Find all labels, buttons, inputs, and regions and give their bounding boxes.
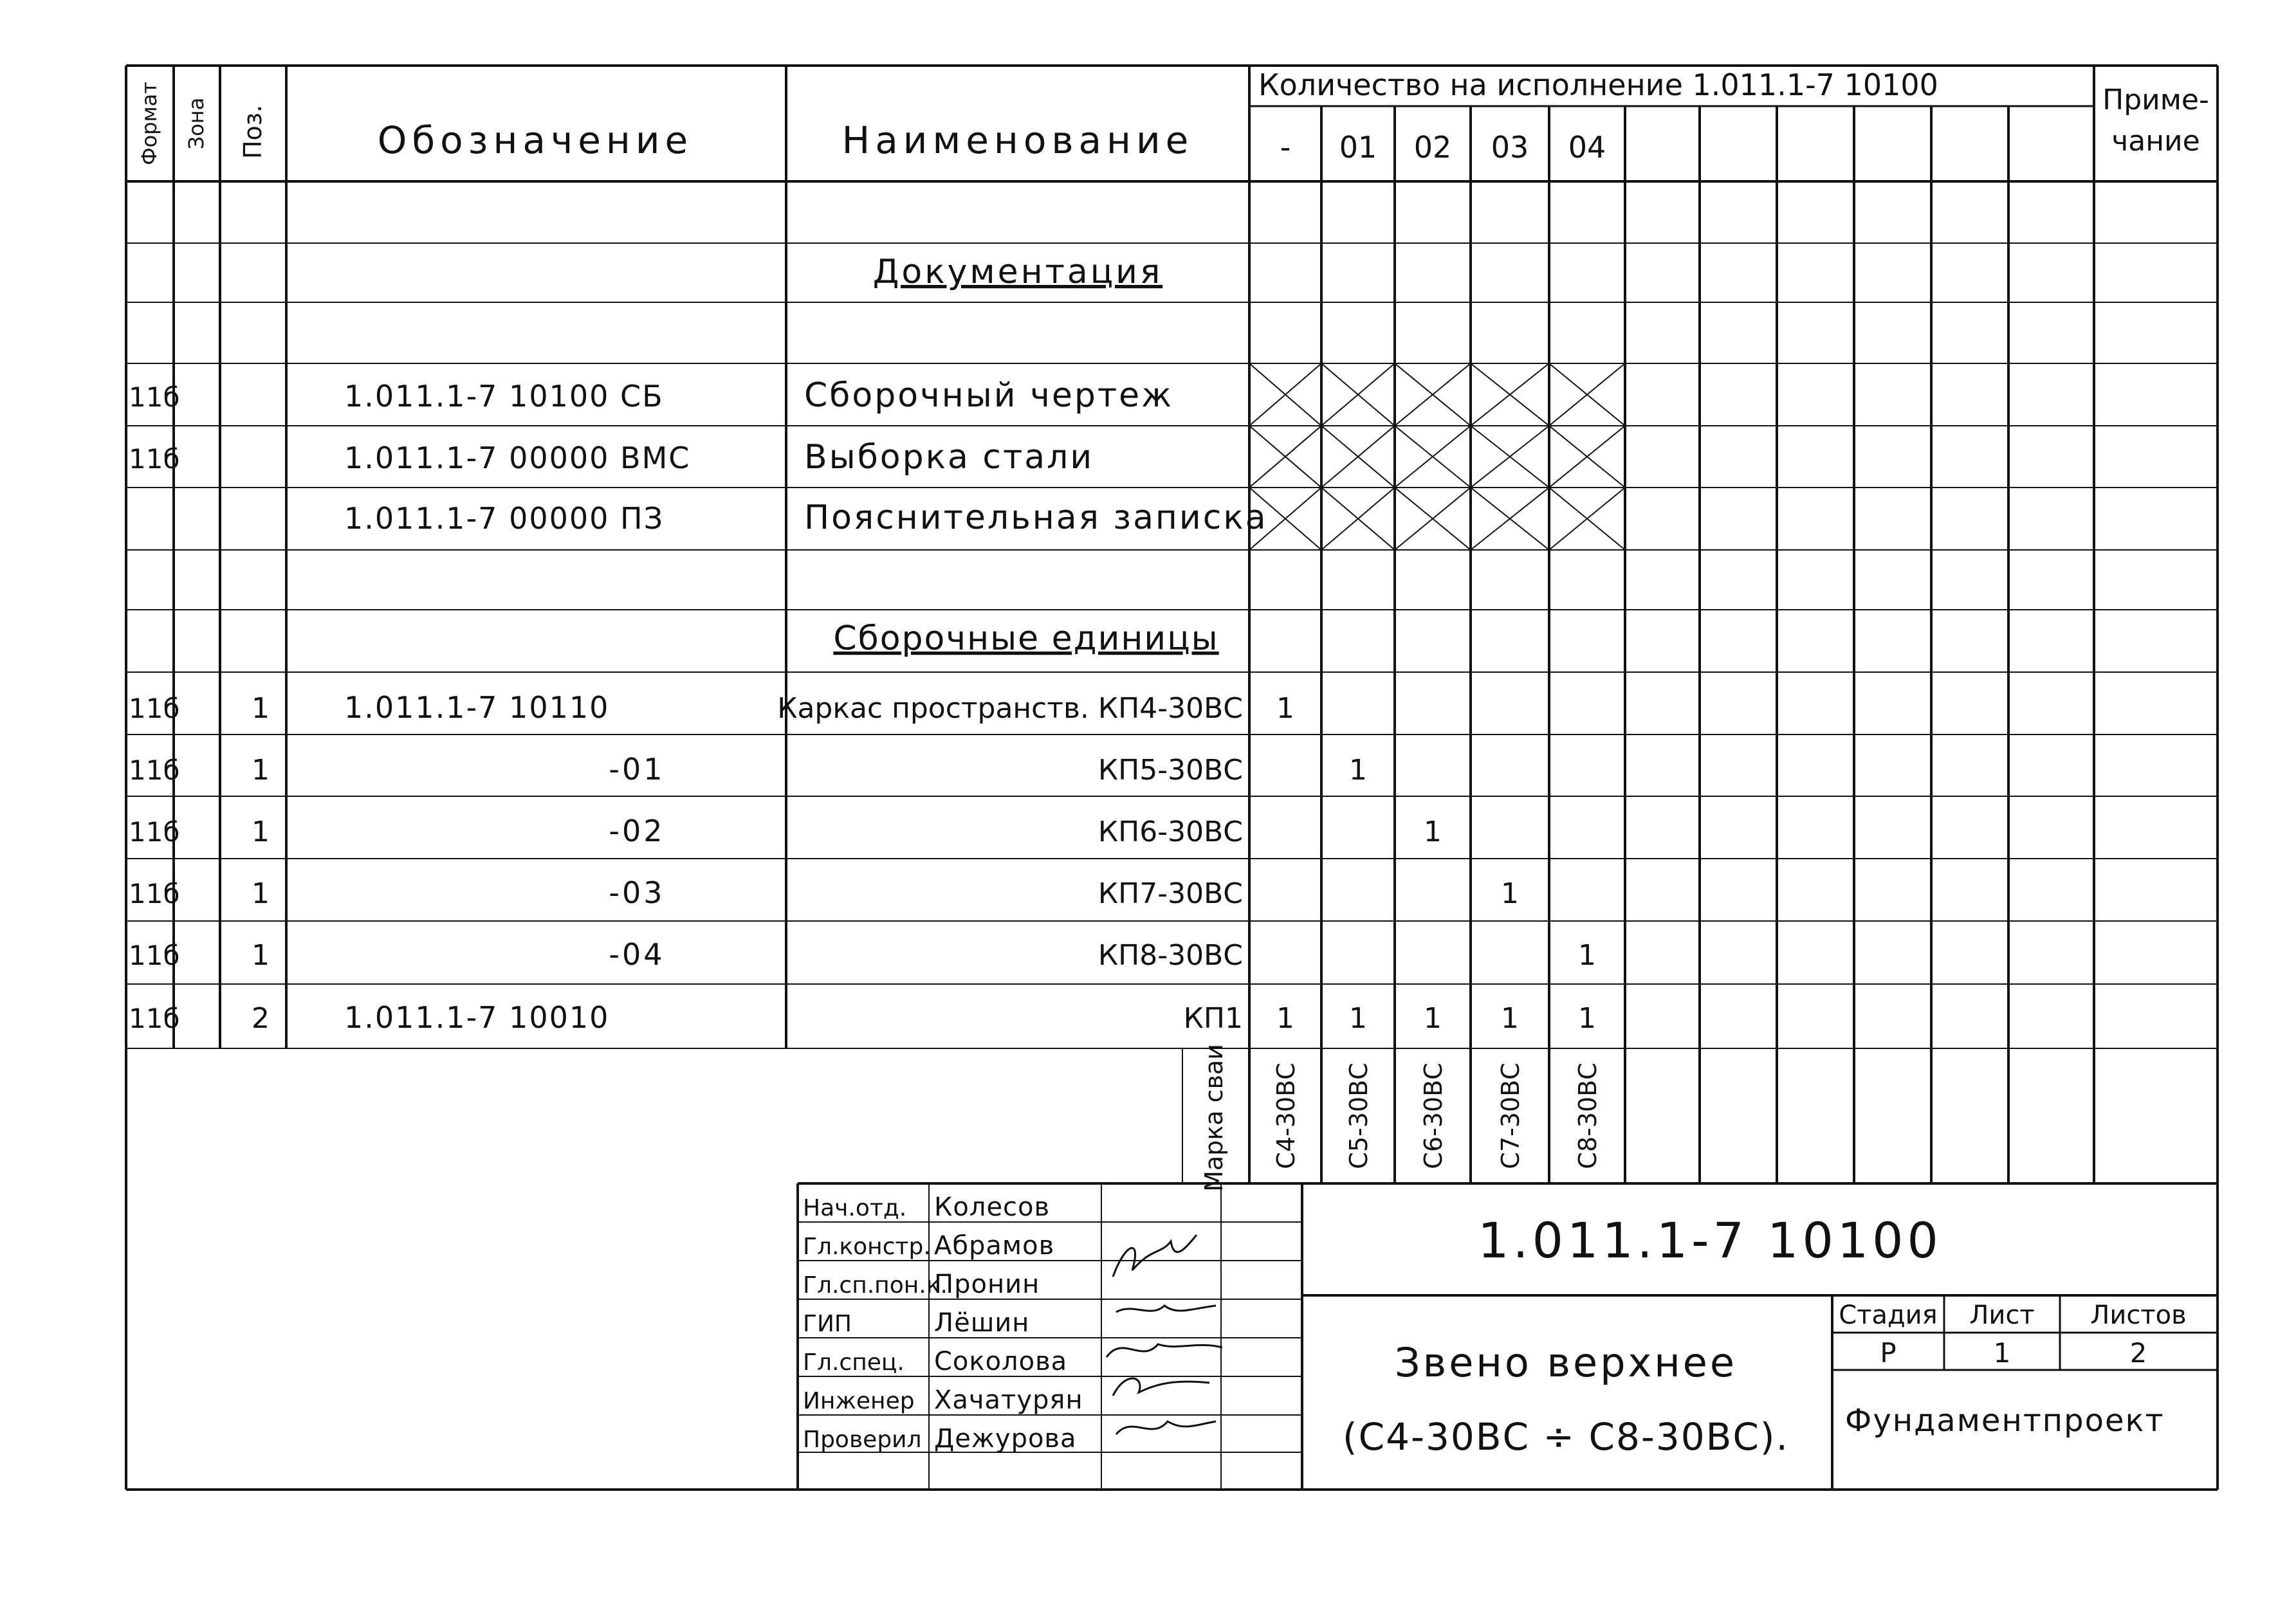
doc-row-name: Выборка стали [804, 438, 1094, 477]
signature-role: ГИП [803, 1311, 852, 1337]
assembly-row-format: 11б [129, 1003, 180, 1034]
variant-header-2: 02 [1413, 130, 1452, 165]
signature-name: Абрамов [934, 1231, 1055, 1261]
pile-mark-value: С4-30ВС [1272, 1063, 1300, 1169]
title-line-2: (С4-30ВС ÷ С8-30ВС). [1342, 1415, 1790, 1459]
sheets-value: 2 [2129, 1337, 2147, 1369]
header-pos: Поз. [239, 104, 267, 160]
assembly-row-qty: 1 [1276, 692, 1294, 725]
assembly-row-pos: 1 [252, 816, 270, 848]
header-note-1: Приме- [2102, 84, 2209, 116]
doc-row-name: Сборочный чертеж [804, 376, 1173, 415]
pile-mark-value: С5-30ВС [1345, 1063, 1373, 1169]
assembly-row-qty: 1 [1424, 1002, 1442, 1035]
assembly-row-designation: -03 [609, 875, 665, 910]
header-designation: Обозначение [377, 118, 694, 162]
signature-name: Лёшин [934, 1308, 1030, 1338]
doc-row-format: 11б [129, 443, 180, 475]
documentation-rows [129, 376, 1268, 537]
assembly-row-qty: 1 [1501, 1002, 1519, 1035]
pile-mark-value: С7-30ВС [1496, 1063, 1525, 1169]
pile-mark-value: С8-30ВС [1574, 1063, 1602, 1169]
assembly-row-format: 11б [129, 693, 180, 724]
assembly-row-designation: -02 [609, 814, 665, 848]
assembly-row-format: 11б [129, 816, 180, 848]
pile-mark-label: Марка сваи [1200, 1044, 1228, 1192]
signature-role: Проверил [803, 1427, 922, 1453]
assembly-row-pos: 2 [252, 1002, 270, 1035]
sheet-value: 1 [1993, 1337, 2011, 1369]
header-name: Наименование [841, 118, 1194, 162]
assembly-row-pos: 1 [252, 692, 270, 725]
signature-pronin [1116, 1306, 1216, 1312]
section-assemblies: Сборочные единицы [833, 619, 1219, 658]
doc-number: 1.011.1-7 10100 [1478, 1212, 1942, 1269]
section-documentation: Документация [872, 253, 1163, 291]
assembly-row-name: КП1 [1183, 1002, 1243, 1035]
organization: Фундаментпроект [1845, 1403, 2165, 1439]
assembly-row-name: КП8-30ВС [1098, 939, 1243, 972]
assembly-row-designation: 1.011.1-7 10010 [344, 1000, 610, 1035]
assembly-row-designation: 1.011.1-7 10110 [344, 690, 610, 725]
sheet-label: Лист [1969, 1300, 2035, 1330]
signature-role: Инженер [803, 1388, 915, 1414]
assembly-row-format: 11б [129, 754, 180, 786]
signature-role: Гл.сп.пон.к. [803, 1272, 948, 1299]
assembly-row-pos: 1 [252, 754, 270, 787]
variant-header-0: - [1280, 130, 1291, 165]
doc-row-designation: 1.011.1-7 10100 СБ [344, 379, 664, 414]
signature-kolesov [1113, 1235, 1197, 1277]
variant-header-4: 04 [1568, 130, 1606, 165]
header-quantity-title: Количество на исполнение 1.011.1-7 10100 [1258, 68, 1938, 102]
signature-scribbles [1107, 1235, 1222, 1434]
variant-headers [1280, 130, 1606, 165]
assembly-row-qty: 1 [1349, 1002, 1367, 1035]
variant-header-3: 03 [1491, 130, 1529, 165]
signature-role: Гл.спец. [803, 1349, 905, 1376]
title-line-1: Звено верхнее [1394, 1339, 1738, 1386]
assembly-row-format: 11б [129, 940, 180, 971]
doc-row-name: Пояснительная записка [804, 498, 1268, 537]
assembly-row-name: КП5-30ВС [1098, 754, 1243, 787]
assembly-row-name: КП6-30ВС [1098, 816, 1243, 848]
pile-mark-value: С6-30ВС [1419, 1063, 1447, 1169]
signature-khachaturyan [1116, 1421, 1216, 1434]
assembly-row-qty: 1 [1349, 754, 1367, 787]
assembly-row-qty: 1 [1424, 816, 1442, 848]
stage-label: Стадия [1839, 1300, 1938, 1330]
header-format: Формат [137, 82, 161, 165]
signature-name: Колесов [934, 1192, 1051, 1222]
assembly-rows [129, 690, 1596, 1035]
signature-name: Дежурова [934, 1424, 1077, 1454]
assembly-row-format: 11б [129, 878, 180, 909]
assembly-row-name: Каркас пространств. КП4-30ВС [777, 692, 1243, 725]
header-note-2: чание [2111, 125, 2200, 158]
hatched-cells [1249, 363, 1625, 550]
assembly-row-qty: 1 [1578, 1002, 1596, 1035]
signature-name: Хачатурян [934, 1385, 1083, 1415]
assembly-row-name: КП7-30ВС [1098, 877, 1243, 910]
doc-row-designation: 1.011.1-7 00000 ВМС [344, 441, 691, 475]
signature-name: Пронин [934, 1270, 1040, 1299]
signature-role: Нач.отд. [803, 1195, 907, 1221]
signature-leshin [1107, 1344, 1222, 1357]
assembly-row-designation: -01 [609, 752, 665, 787]
assembly-row-qty: 1 [1276, 1002, 1294, 1035]
variant-header-1: 01 [1339, 130, 1377, 165]
assembly-row-qty: 1 [1578, 939, 1596, 972]
assembly-row-qty: 1 [1501, 877, 1519, 910]
signature-sokolova [1113, 1378, 1209, 1396]
header-zone: Зона [184, 97, 208, 150]
signature-role: Гл.констр. [803, 1234, 931, 1260]
doc-row-designation: 1.011.1-7 00000 ПЗ [344, 501, 665, 536]
assembly-row-pos: 1 [252, 877, 270, 910]
signature-name: Соколова [934, 1347, 1068, 1376]
sheets-label: Листов [2090, 1300, 2187, 1330]
assembly-row-designation: -04 [609, 937, 665, 972]
doc-row-format: 11б [129, 381, 180, 413]
assembly-row-pos: 1 [252, 939, 270, 972]
stage-value: Р [1880, 1337, 1897, 1369]
